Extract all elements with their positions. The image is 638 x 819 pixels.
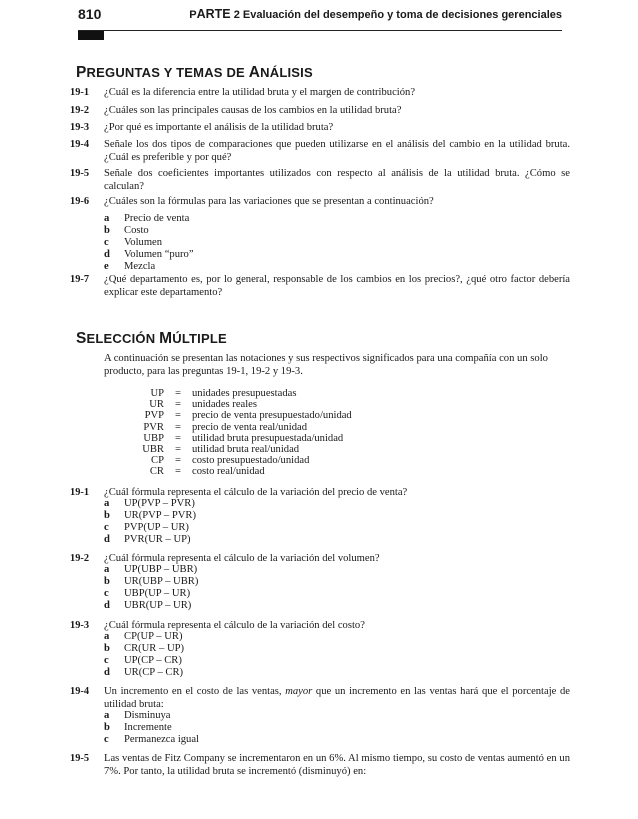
q6-options xyxy=(104,213,194,273)
option-item: b UR(UBP – UBR) xyxy=(104,576,199,587)
option-item: b CR(UR – UP) xyxy=(104,643,185,654)
discussion-question: 19-6 ¿Cuáles son la fórmulas para las variaciones que se presentan a continuación? xyxy=(70,196,434,207)
option-item: a Precio de venta xyxy=(104,213,190,224)
option-item: a UP(PVP – PVR) xyxy=(104,498,195,509)
notation-list xyxy=(140,388,352,478)
option-item: a UP(UBP – UBR) xyxy=(104,564,198,575)
notation-row: UBR = utilidad bruta real/unidad xyxy=(142,443,300,455)
mc-question-5: 19-5 Las ventas de Fitz Company se incrementaron en un 6%. Al mismo tiempo, su costo de ventas aumentó en un 7%. Por tanto, la utilidad bruta se incrementó (disminuyó) en: xyxy=(70,753,570,777)
option-item: a CP(UP – UR) xyxy=(104,631,183,642)
option-item: d Volumen “puro” xyxy=(104,249,194,260)
option-item: b UR(PVP – PVR) xyxy=(104,510,197,521)
running-head: PARTE 2 Evaluación del desempeño y toma de decisiones gerenciales xyxy=(189,7,562,21)
option-item: d UR(CP – CR) xyxy=(104,667,184,678)
option-item: d UBR(UP – UR) xyxy=(104,600,192,611)
discussion-question: 19-4 Señale los dos tipos de comparaciones que pueden utilizarse en el análisis del cambio en la utilidad bruta. ¿Cuál es preferible y por qué? xyxy=(70,139,570,163)
option-item: e Mezcla xyxy=(104,261,156,272)
option-item: c UP(CP – CR) xyxy=(104,655,182,666)
page-number: 810 xyxy=(78,6,102,22)
notation-row: PVP = precio de venta presupuestado/unidad xyxy=(144,410,352,422)
discussion-heading: PREGUNTAS Y TEMAS DE ANÁLISIS xyxy=(76,64,313,81)
discussion-question: 19-1 ¿Cuál es la diferencia entre la utilidad bruta y el margen de contribución? xyxy=(70,87,416,98)
mc-question-2-options xyxy=(104,564,198,612)
notation-row: UP = unidades presupuestadas xyxy=(150,388,297,399)
option-item: c PVP(UP – UR) xyxy=(104,522,189,533)
mc-question-2: 19-2 ¿Cuál fórmula representa el cálculo de la variación del volumen? xyxy=(70,553,380,564)
mc-question-3: 19-3 ¿Cuál fórmula representa el cálculo de la variación del costo? xyxy=(70,620,365,631)
notation-row: UBP = utilidad bruta presupuestada/unidad xyxy=(143,432,344,444)
mc-question-1: 19-1 ¿Cuál fórmula representa el cálculo de la variación del precio de venta? xyxy=(70,487,408,498)
multiple-choice-heading: SELECCIÓN MÚLTIPLE xyxy=(76,330,227,347)
mc-question-3-options xyxy=(104,631,184,679)
notation-row: CP = costo presupuestado/unidad xyxy=(151,455,310,467)
option-item: c Permanezca igual xyxy=(104,734,199,745)
notation-row: PVR = precio de venta real/unidad xyxy=(143,421,308,433)
discussion-question: 19-2 ¿Cuáles son las principales causas de los cambios en la utilidad bruta? xyxy=(70,105,402,116)
option-item: a Disminuya xyxy=(104,710,171,721)
header-rule xyxy=(78,30,562,31)
mc-question-4: 19-4 Un incremento en el costo de las ventas, mayor que un incremento en las ventas hará que el porcentaje de utilidad bruta: xyxy=(70,686,570,710)
option-item: c UBP(UP – UR) xyxy=(104,588,191,599)
notation-row: CR = costo real/unidad xyxy=(149,466,265,478)
notation-intro: A continuación se presentan las notaciones y sus respectivos significados para una compañía con un solo producto, para las preguntas 19-1, 19-2 y 19-3. xyxy=(104,353,548,377)
option-item: c Volumen xyxy=(104,237,163,248)
option-item: d PVR(UR – UP) xyxy=(104,534,191,545)
option-item: b Incremente xyxy=(104,722,172,733)
option-item: b Costo xyxy=(104,225,149,236)
page-header xyxy=(78,6,562,28)
notation-row: UR = unidades reales xyxy=(149,399,258,411)
discussion-question: 19-5 Señale dos coeficientes importantes utilizados con respecto al análisis de la utilidad bruta. ¿Cómo se calculan? xyxy=(70,168,570,192)
discussion-question: 19-7 ¿Qué departamento es, por lo general, responsable de los cambios en los precios?, ¿qué otro factor debería explicar este departamento? xyxy=(70,274,570,298)
chapter-tab-mark xyxy=(78,31,104,40)
discussion-question: 19-3 ¿Por qué es importante el análisis de la utilidad bruta? xyxy=(70,122,334,133)
mc-question-1-options xyxy=(104,498,196,546)
mc-question-4-options xyxy=(104,710,199,746)
